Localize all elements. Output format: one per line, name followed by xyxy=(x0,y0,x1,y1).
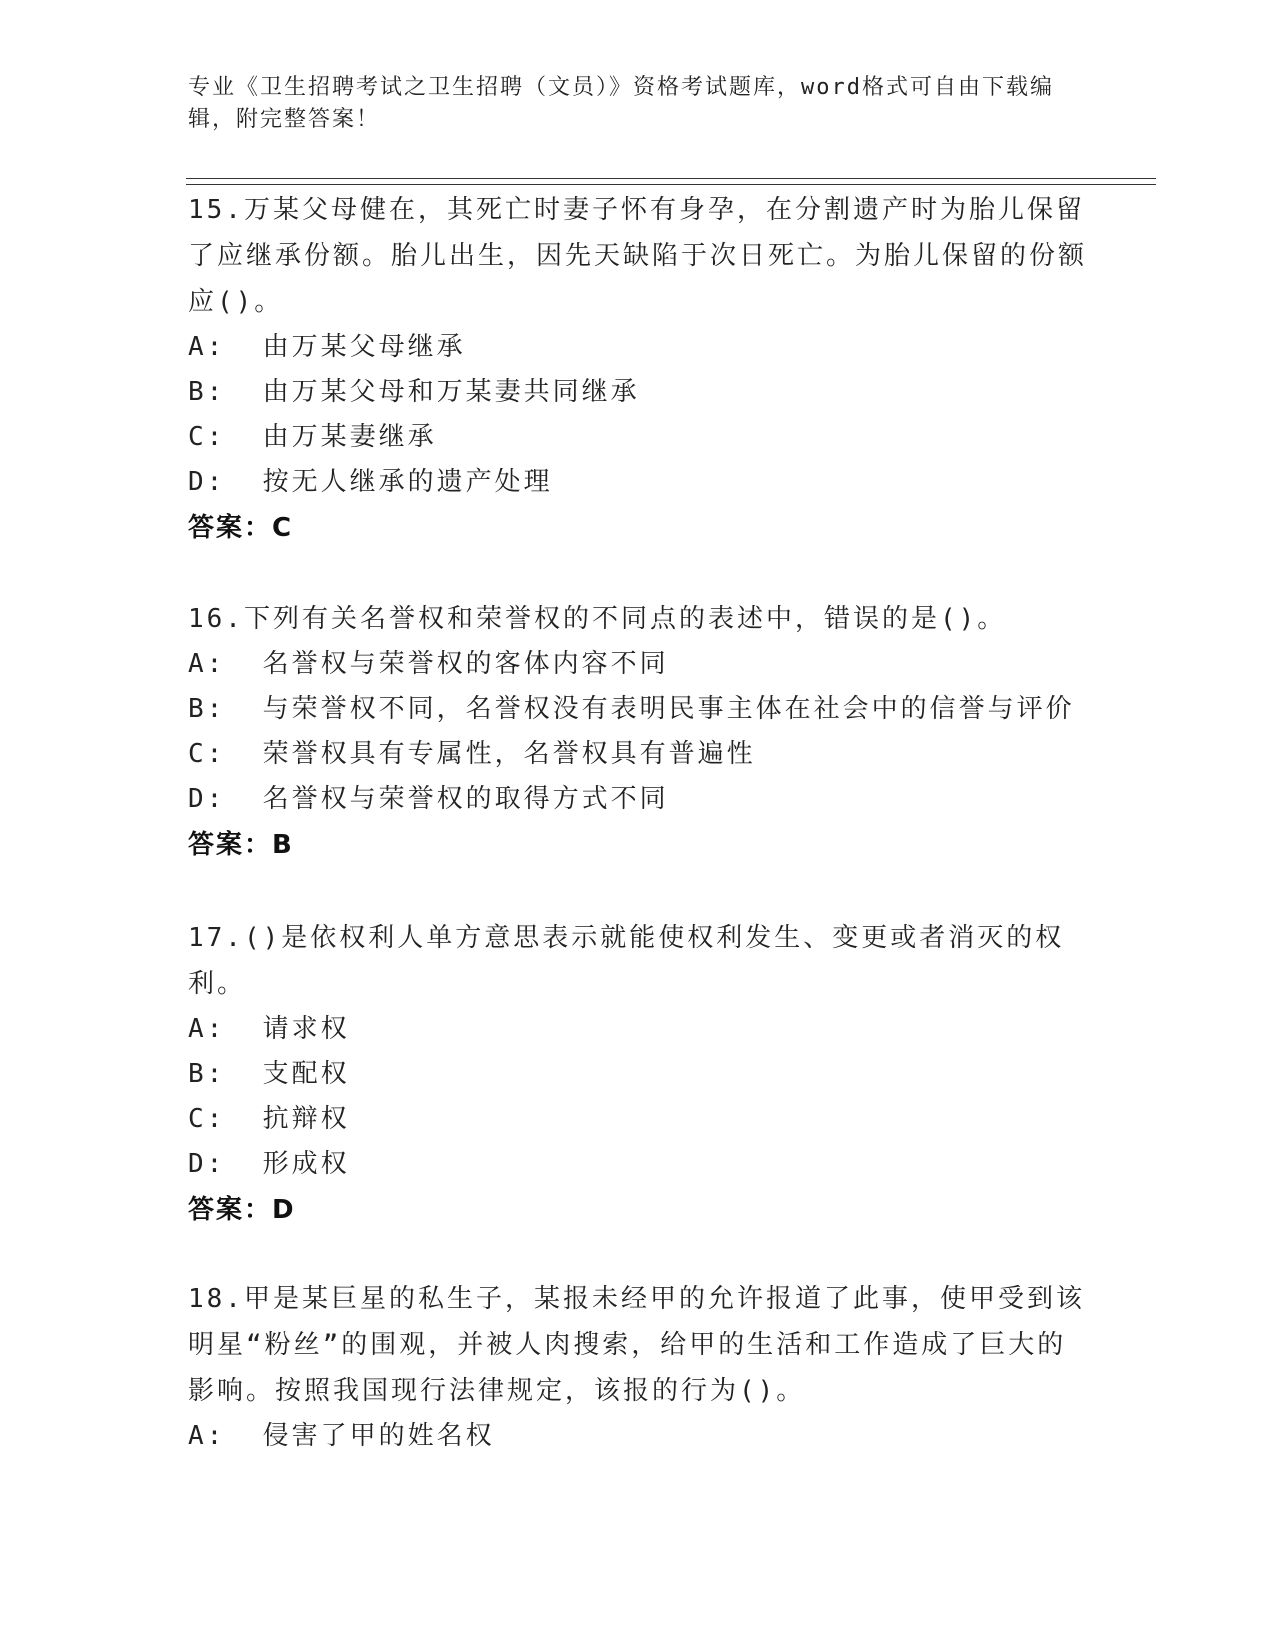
option-a: A: 请求权 xyxy=(188,1014,350,1044)
header-divider-bottom xyxy=(186,184,1156,185)
option-c: C: 由万某妻继承 xyxy=(188,422,437,452)
option-c: C: 荣誉权具有专属性，名誉权具有普遍性 xyxy=(188,739,756,769)
question-18 xyxy=(188,1276,1088,1459)
option-b: B: 与荣誉权不同，名誉权没有表明民事主体在社会中的信誉与评价 xyxy=(188,694,1075,724)
option-c: C: 抗辩权 xyxy=(188,1104,350,1134)
option-a: A: 侵害了甲的姓名权 xyxy=(188,1421,495,1451)
document-header-intro: 专业《卫生招聘考试之卫生招聘（文员）》资格考试题库，word格式可自由下载编辑，附完整答案！ xyxy=(188,75,1054,132)
option-b: B: 支配权 xyxy=(188,1059,350,1089)
header-divider-top xyxy=(186,178,1156,179)
answer-label: 答案：D xyxy=(188,1195,296,1225)
question-17 xyxy=(188,915,1088,1233)
option-d: D: 名誉权与荣誉权的取得方式不同 xyxy=(188,784,669,814)
question-stem: 15.万某父母健在，其死亡时妻子怀有身孕，在分割遗产时为胎儿保留了应继承份额。胎儿出生，因先天缺陷于次日死亡。为胎儿保留的份额应()。 xyxy=(188,195,1088,317)
option-b: B: 由万某父母和万某妻共同继承 xyxy=(188,377,640,407)
answer-label: 答案：B xyxy=(188,830,294,860)
answer-label: 答案：C xyxy=(188,513,294,543)
option-d: D: 形成权 xyxy=(188,1149,350,1179)
option-a: A: 由万某父母继承 xyxy=(188,332,466,362)
option-d: D: 按无人继承的遗产处理 xyxy=(188,467,553,497)
question-15 xyxy=(188,187,1088,551)
question-stem: 18.甲是某巨星的私生子，某报未经甲的允许报道了此事，使甲受到该明星“粉丝”的围观，并被人肉搜索，给甲的生活和工作造成了巨大的影响。按照我国现行法律规定，该报的行为()。 xyxy=(188,1284,1085,1406)
question-stem: 16.下列有关名誉权和荣誉权的不同点的表述中，错误的是()。 xyxy=(188,604,1007,634)
question-16 xyxy=(188,596,1088,868)
option-a: A: 名誉权与荣誉权的客体内容不同 xyxy=(188,649,669,679)
question-stem: 17.()是依权利人单方意思表示就能使权利发生、变更或者消灭的权利。 xyxy=(188,923,1065,999)
